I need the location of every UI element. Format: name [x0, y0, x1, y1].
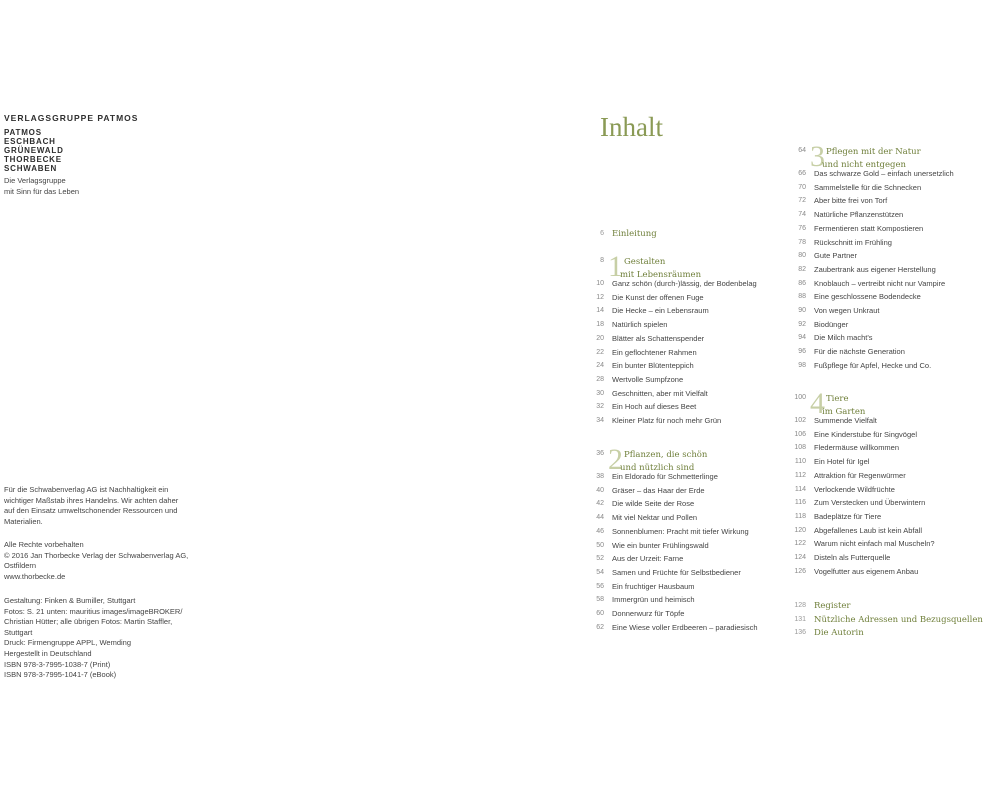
entry-title: Blätter als Schattenspender — [612, 333, 705, 343]
text-line: Christian Hütter; alle übrigen Fotos: Martin Staffler, — [4, 617, 173, 627]
entry-title: Zum Verstecken und Überwintern — [814, 498, 926, 508]
page-number: 24 — [596, 362, 604, 370]
text-line: Für die Schwabenverlag AG ist Nachhaltigkeit ein — [4, 485, 169, 494]
page-number: 126 — [794, 567, 806, 575]
page-number: 88 — [798, 293, 806, 301]
page-number: 38 — [596, 473, 604, 480]
entry-title: Geschnitten, aber mit Vielfalt — [612, 388, 708, 398]
page-number: 112 — [794, 471, 806, 479]
page-number: 102 — [794, 417, 806, 424]
entry-title: Einleitung — [612, 229, 657, 239]
chapter-title[interactable]: und nicht entgegen — [822, 160, 906, 170]
entry-title: Wertvolle Sumpfzone — [612, 374, 684, 384]
chapter-title[interactable]: Tiere — [826, 394, 849, 404]
entry-title: Eine geschlossene Bodendecke — [814, 292, 921, 302]
entry-title: Natürliche Pflanzenstützen — [814, 210, 904, 220]
entry-title: Das schwarze Gold – einfach unersetzlich — [814, 169, 954, 178]
imprint-name: ESCHBACH — [4, 137, 56, 146]
page-number: 78 — [798, 238, 806, 246]
page-number: 10 — [596, 280, 604, 287]
imprint-name: PATMOS — [4, 128, 42, 137]
text-line: © 2016 Jan Thorbecke Verlag der Schwabenverlag AG, — [4, 550, 189, 560]
entry-title: Eine Wiese voller Erdbeeren – paradiesisch — [612, 622, 758, 632]
page-number: 96 — [798, 348, 806, 356]
page-number: 72 — [798, 197, 806, 205]
page-number: 18 — [596, 321, 604, 329]
chapter-page-number: 8 — [600, 257, 604, 264]
entry-title: Samen und Früchte für Selbstbediener — [612, 567, 741, 577]
page-number: 52 — [596, 555, 604, 563]
page-number: 82 — [798, 265, 806, 273]
entry-title: Fermentieren statt Kompostieren — [814, 223, 924, 233]
entry-title: Die Autorin — [814, 628, 864, 638]
text-line: Druck: Firmengruppe APPL, Wemding — [4, 638, 131, 648]
entry-title: Ein fruchtiger Hausbaum — [612, 581, 695, 591]
text-line: ISBN 978-3-7995-1038-7 (Print) — [4, 659, 111, 669]
text-line: ISBN 978-3-7995-1041-7 (eBook) — [4, 670, 117, 680]
text-line: Stuttgart — [4, 627, 33, 637]
page-number: 110 — [794, 458, 806, 466]
page-number: 70 — [798, 183, 806, 191]
entry-title: Die Milch macht's — [814, 333, 873, 343]
chapter-title[interactable]: Pflanzen, die schön — [624, 450, 708, 460]
entry-title: Abgefallenes Laub ist kein Abfall — [814, 525, 922, 535]
page-number: 50 — [596, 541, 604, 549]
slogan-line: mit Sinn für das Leben — [4, 186, 80, 196]
rights-note — [4, 540, 204, 582]
page-number: 66 — [798, 170, 806, 177]
page-number: 92 — [798, 320, 806, 328]
text-line: Hergestellt in Deutschland — [4, 648, 92, 658]
text-line: Fotos: S. 21 unten: mauritius images/imageBROKER/ — [4, 606, 183, 616]
credits-note — [4, 596, 204, 681]
toc-title: Inhalt — [600, 112, 663, 142]
text-line: wichtiger Maßstab ihres Handelns. Wir achten daher — [4, 495, 179, 505]
sustainability-note — [4, 485, 204, 527]
text-line: Ostfildern — [4, 561, 37, 571]
page-number: 108 — [794, 444, 806, 452]
page-number: 131 — [794, 615, 806, 623]
page-number: 60 — [596, 610, 604, 617]
entry-title: Nützliche Adressen und Bezugsquellen — [814, 614, 983, 625]
imprint-name: THORBECKE — [4, 155, 62, 164]
page-number: 40 — [596, 486, 604, 494]
entry-title: Eine Kinderstube für Singvögel — [814, 429, 917, 439]
page-number: 98 — [798, 361, 806, 369]
entry-title: Donnerwurz für Töpfe — [612, 609, 685, 618]
entry-title: Sammelstelle für die Schnecken — [814, 182, 922, 192]
entry-title: Ein Hoch auf dieses Beet — [612, 402, 697, 412]
entry-title: Natürlich spielen — [612, 320, 668, 330]
entry-title: Verlockende Wildfrüchte — [814, 484, 895, 494]
page-number: 118 — [794, 512, 806, 520]
text-line: Alle Rechte vorbehalten — [4, 540, 84, 549]
entry-title: Mit viel Nektar und Pollen — [612, 513, 698, 523]
page-number: 94 — [798, 334, 806, 342]
entry-title: Gute Partner — [814, 251, 857, 261]
entry-title: Immergrün und heimisch — [612, 595, 695, 605]
chapter-number: 1 — [608, 250, 623, 283]
page-number: 28 — [596, 375, 604, 383]
entry-title: Fledermäuse willkommen — [814, 443, 900, 453]
page-number: 22 — [596, 348, 604, 356]
chapter-number: 4 — [810, 387, 825, 420]
entry-title: Knoblauch – vertreibt nicht nur Vampire — [814, 278, 946, 288]
entry-title: Kleiner Platz für noch mehr Grün — [612, 416, 722, 425]
entry-title: Die wilde Seite der Rose — [612, 499, 695, 509]
page-number: 86 — [798, 279, 806, 287]
entry-title: Ganz schön (durch-)lässig, der Bodenbelag — [612, 279, 757, 288]
page-number: 34 — [596, 417, 604, 424]
entry-title: Fußpflege für Apfel, Hecke und Co. — [814, 360, 932, 370]
entry-title: Zaubertrank aus eigener Herstellung — [814, 264, 936, 274]
entry-title: Von wegen Unkraut — [814, 306, 880, 315]
imprint-list — [4, 128, 64, 173]
page-number: 80 — [798, 252, 806, 260]
entry-title: Ein Hotel für Igel — [814, 457, 870, 467]
chapter-title[interactable]: und nützlich sind — [620, 463, 695, 473]
page-number: 14 — [596, 307, 604, 315]
page-number: 54 — [596, 568, 604, 576]
chapter-title[interactable]: im Garten — [822, 407, 866, 417]
text-line: Materialien. — [4, 516, 43, 526]
page-number: 62 — [596, 623, 604, 631]
page-number: 114 — [794, 485, 806, 493]
entry-title: Warum nicht einfach mal Muscheln? — [814, 539, 935, 549]
page-number: 20 — [596, 334, 604, 342]
entry-title: Summende Vielfalt — [814, 416, 877, 425]
entry-title: Aus der Urzeit: Farne — [612, 554, 684, 564]
page-number: 32 — [596, 403, 604, 411]
page-number: 58 — [596, 596, 604, 604]
chapter-number: 2 — [608, 443, 623, 476]
publisher-slogan — [4, 176, 79, 197]
chapter-title[interactable]: Pflegen mit der Natur — [826, 147, 921, 157]
chapter-title[interactable]: Gestalten — [624, 257, 666, 267]
page-number: 56 — [596, 582, 604, 590]
entry-title: Ein geflochtener Rahmen — [612, 347, 697, 357]
text-line: www.thorbecke.de — [4, 571, 66, 581]
entry-title: Für die nächste Generation — [814, 347, 905, 357]
imprint-name: SCHWABEN — [4, 164, 58, 173]
entry-title: Attraktion für Regenwürmer — [814, 470, 906, 480]
page-number: 122 — [794, 540, 806, 548]
chapter-page-number: 100 — [794, 394, 806, 401]
entry-title: Die Kunst der offenen Fuge — [612, 292, 704, 302]
entry-title: Sonnenblumen: Pracht mit tiefer Wirkung — [612, 526, 749, 536]
entry-title: Rückschnitt im Frühling — [814, 237, 892, 247]
page-number: 128 — [794, 602, 806, 609]
page-number: 12 — [596, 293, 604, 301]
page-number: 120 — [794, 526, 806, 534]
entry-title: Badeplätze für Tiere — [814, 511, 882, 521]
page-number: 124 — [794, 554, 806, 561]
entry-title: Ein Eldorado für Schmetterlinge — [612, 472, 718, 481]
entry-title: Aber bitte frei von Torf — [814, 196, 888, 206]
entry-title: Wie ein bunter Frühlingswald — [612, 540, 709, 550]
page-number: 136 — [794, 629, 806, 636]
page-number: 30 — [596, 389, 604, 397]
chapter-title[interactable]: mit Lebensräumen — [620, 270, 702, 280]
entry-title: Register — [814, 601, 851, 611]
text-line: auf den Einsatz umweltschonender Ressourcen und — [4, 506, 178, 516]
publisher-heading: VERLAGSGRUPPE PATMOS — [4, 113, 139, 123]
entry-title: Disteln als Futterquelle — [814, 553, 891, 562]
entry-title: Vogelfutter aus eigenem Anbau — [814, 566, 919, 576]
page-number: 90 — [798, 307, 806, 314]
page-number: 6 — [600, 230, 604, 237]
text-line: Gestaltung: Finken & Bumiller, Stuttgart — [4, 596, 136, 605]
page-number: 44 — [596, 514, 604, 522]
page-number: 116 — [794, 499, 806, 507]
page-number: 106 — [794, 430, 806, 438]
page-number: 76 — [798, 224, 806, 232]
page-number: 74 — [798, 211, 806, 219]
entry-title: Ein bunter Blütenteppich — [612, 361, 694, 371]
imprint-name: GRÜNEWALD — [4, 146, 64, 155]
entry-title: Gräser – das Haar der Erde — [612, 485, 705, 495]
page-number: 46 — [596, 527, 604, 535]
entry-title: Biodünger — [814, 319, 849, 329]
chapter-number: 3 — [810, 140, 825, 173]
entry-title: Die Hecke – ein Lebensraum — [612, 306, 709, 316]
page-number: 42 — [596, 500, 604, 508]
slogan-line: Die Verlagsgruppe — [4, 176, 66, 185]
chapter-page-number: 64 — [798, 147, 806, 154]
chapter-page-number: 36 — [596, 450, 604, 457]
